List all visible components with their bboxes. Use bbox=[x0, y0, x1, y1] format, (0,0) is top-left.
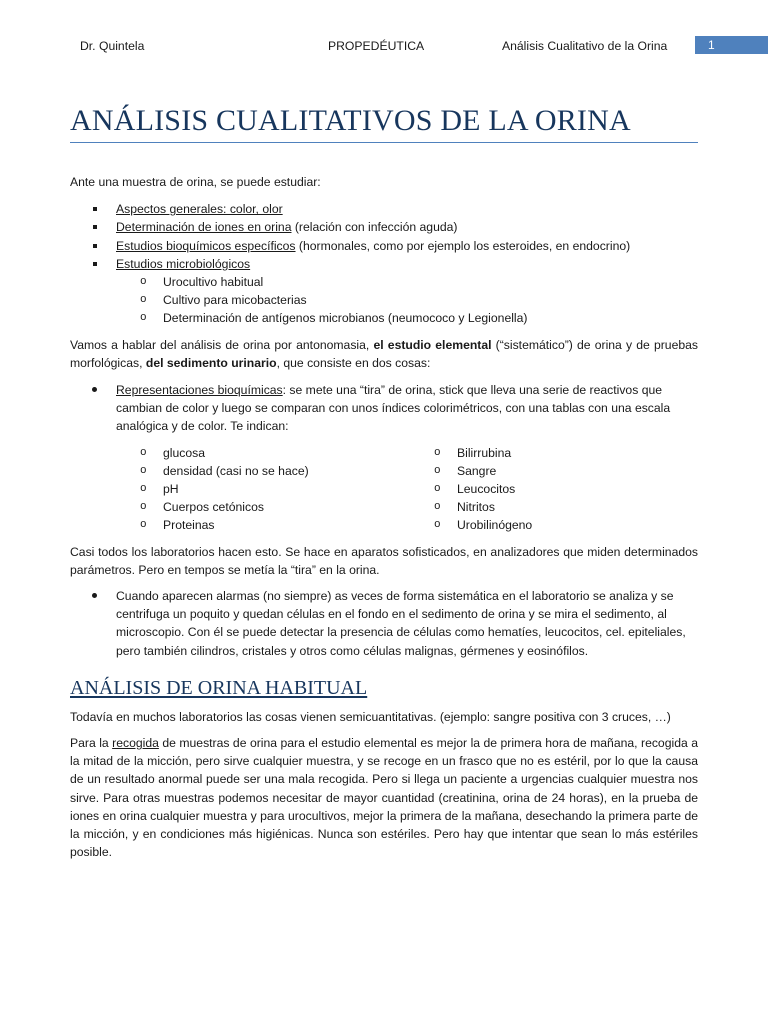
indicator-list-left bbox=[70, 444, 384, 535]
intro-paragraph: Ante una muestra de orina, se puede estudiar: bbox=[70, 175, 321, 189]
indicator-item: o Urobilinógeno bbox=[364, 516, 678, 534]
list-item bbox=[70, 381, 698, 436]
page-title: ANÁLISIS CUALITATIVOS DE LA ORINA bbox=[70, 104, 698, 143]
header-topic: Análisis Cualitativo de la Orina bbox=[502, 39, 668, 53]
section-heading: ANÁLISIS DE ORINA HABITUAL bbox=[70, 676, 368, 699]
study-item-detail: (relación con infección aguda) bbox=[291, 220, 458, 235]
bold-span: el estudio elemental bbox=[373, 337, 492, 352]
bold-span: del sedimento urinario bbox=[145, 355, 277, 370]
indicator-item: o Nitritos bbox=[364, 498, 678, 516]
study-item-label: Determinación de iones en orina bbox=[116, 220, 292, 235]
page-number-badge: 1 bbox=[695, 36, 768, 54]
indicator-columns bbox=[70, 444, 698, 535]
indicator-item: o Cuerpos cetónicos bbox=[70, 498, 384, 516]
biochem-list bbox=[70, 381, 698, 436]
text-span: Para la bbox=[70, 736, 113, 751]
list-item bbox=[70, 200, 698, 218]
collection-paragraph bbox=[70, 734, 698, 861]
indicator-item: o glucosa bbox=[70, 444, 384, 462]
indicator-item: o Bilirrubina bbox=[364, 444, 678, 462]
study-item-detail: (hormonales, como por ejemplo los esteroides, en endocrino) bbox=[295, 238, 631, 253]
elemental-study-paragraph bbox=[70, 336, 698, 372]
indicator-list-right bbox=[364, 444, 678, 535]
indicator-item: o Leucocitos bbox=[364, 480, 678, 498]
sublist-item: o Urocultivo habitual bbox=[70, 273, 698, 291]
list-item bbox=[70, 237, 698, 255]
biochem-label: Representaciones bioquímicas bbox=[116, 383, 283, 398]
document-body bbox=[70, 104, 698, 862]
text-span: (“sistemático”) de orina y de pruebas morfológicas, bbox=[70, 337, 699, 370]
micro-sublist bbox=[70, 273, 698, 328]
text-span: , que consiste en dos cosas: bbox=[276, 355, 431, 370]
study-list bbox=[70, 200, 698, 327]
study-item-label: Estudios microbiológicos bbox=[116, 256, 251, 271]
study-item-label: Estudios bioquímicos específicos bbox=[116, 238, 296, 253]
page-header bbox=[0, 36, 768, 54]
semiquant-paragraph: Todavía en muchos laboratorios las cosas vienen semicuantitativas. (ejemplo: sangre positiva con 3 cruces, …) bbox=[70, 709, 671, 724]
biochem-text: : se mete una “tira” de orina, stick que lleva una serie de reactivos que cambian de color y luego se comparan con unos índices colorimétricos, con una tablas con una escala analógica y de color. Te indican: bbox=[116, 383, 671, 434]
list-item: Cuando aparecen alarmas (no siempre) as veces de forma sistemática en el laboratorio se analiza y se centrifuga un poquito y quedan células en el fondo en el sedimento de orina y se mira el sedimento, al microscopio. Con él se puede detectar la presencia de células como hematíes, leucocitos, cel. epiteliales, pero también cilindros, cristales y otros como células malignas, gérmenes y eosinófilos. bbox=[70, 587, 698, 660]
text-span: Vamos a hablar del análisis de orina por antonomasia, bbox=[70, 337, 374, 352]
labs-paragraph: Casi todos los laboratorios hacen esto. Se hace en aparatos sofisticados, en analizadores que miden determinados parámetros. Pero en tempos se metía la “tira” en la orina. bbox=[70, 544, 698, 577]
list-item bbox=[70, 218, 698, 236]
underlined-span: recogida bbox=[112, 736, 159, 751]
header-author: Dr. Quintela bbox=[80, 39, 145, 53]
sediment-list bbox=[70, 587, 698, 660]
study-item-label: Aspectos generales: color, olor bbox=[116, 202, 283, 217]
text-span: de muestras de orina para el estudio elemental es mejor la de primera hora de mañana, recogida a la mitad de la micción, pero sirve cualquier muestra, y se recoge en un frasco que no es estéril, por lo que la causa de un resultado anormal puede ser una mala recogida. Pero si llega un paciente a urgencias cualquier muestra nos sirve. Para otras muestras podemos necesitar de mayor cuantidad (creatinina, orina de 24 horas), en la prueba de iones en orina cualquier muestra y para urocultivos, mejor la primera de la mañana, desechando la primera parte de la micción, y en condiciones más higiénicas. Nunca son estériles. Pero hay que intentar que sean lo más estériles posible. bbox=[70, 736, 698, 860]
indicator-item: o Sangre bbox=[364, 462, 678, 480]
sublist-item: o Determinación de antígenos microbianos (neumococo y Legionella) bbox=[70, 309, 698, 327]
header-subject: PROPEDÉUTICA bbox=[328, 39, 425, 53]
list-item bbox=[70, 255, 698, 328]
indicator-item: o densidad (casi no se hace) bbox=[70, 462, 384, 480]
sublist-item: o Cultivo para micobacterias bbox=[70, 291, 698, 309]
indicator-item: o pH bbox=[70, 480, 384, 498]
indicator-item: o Proteinas bbox=[70, 516, 384, 534]
